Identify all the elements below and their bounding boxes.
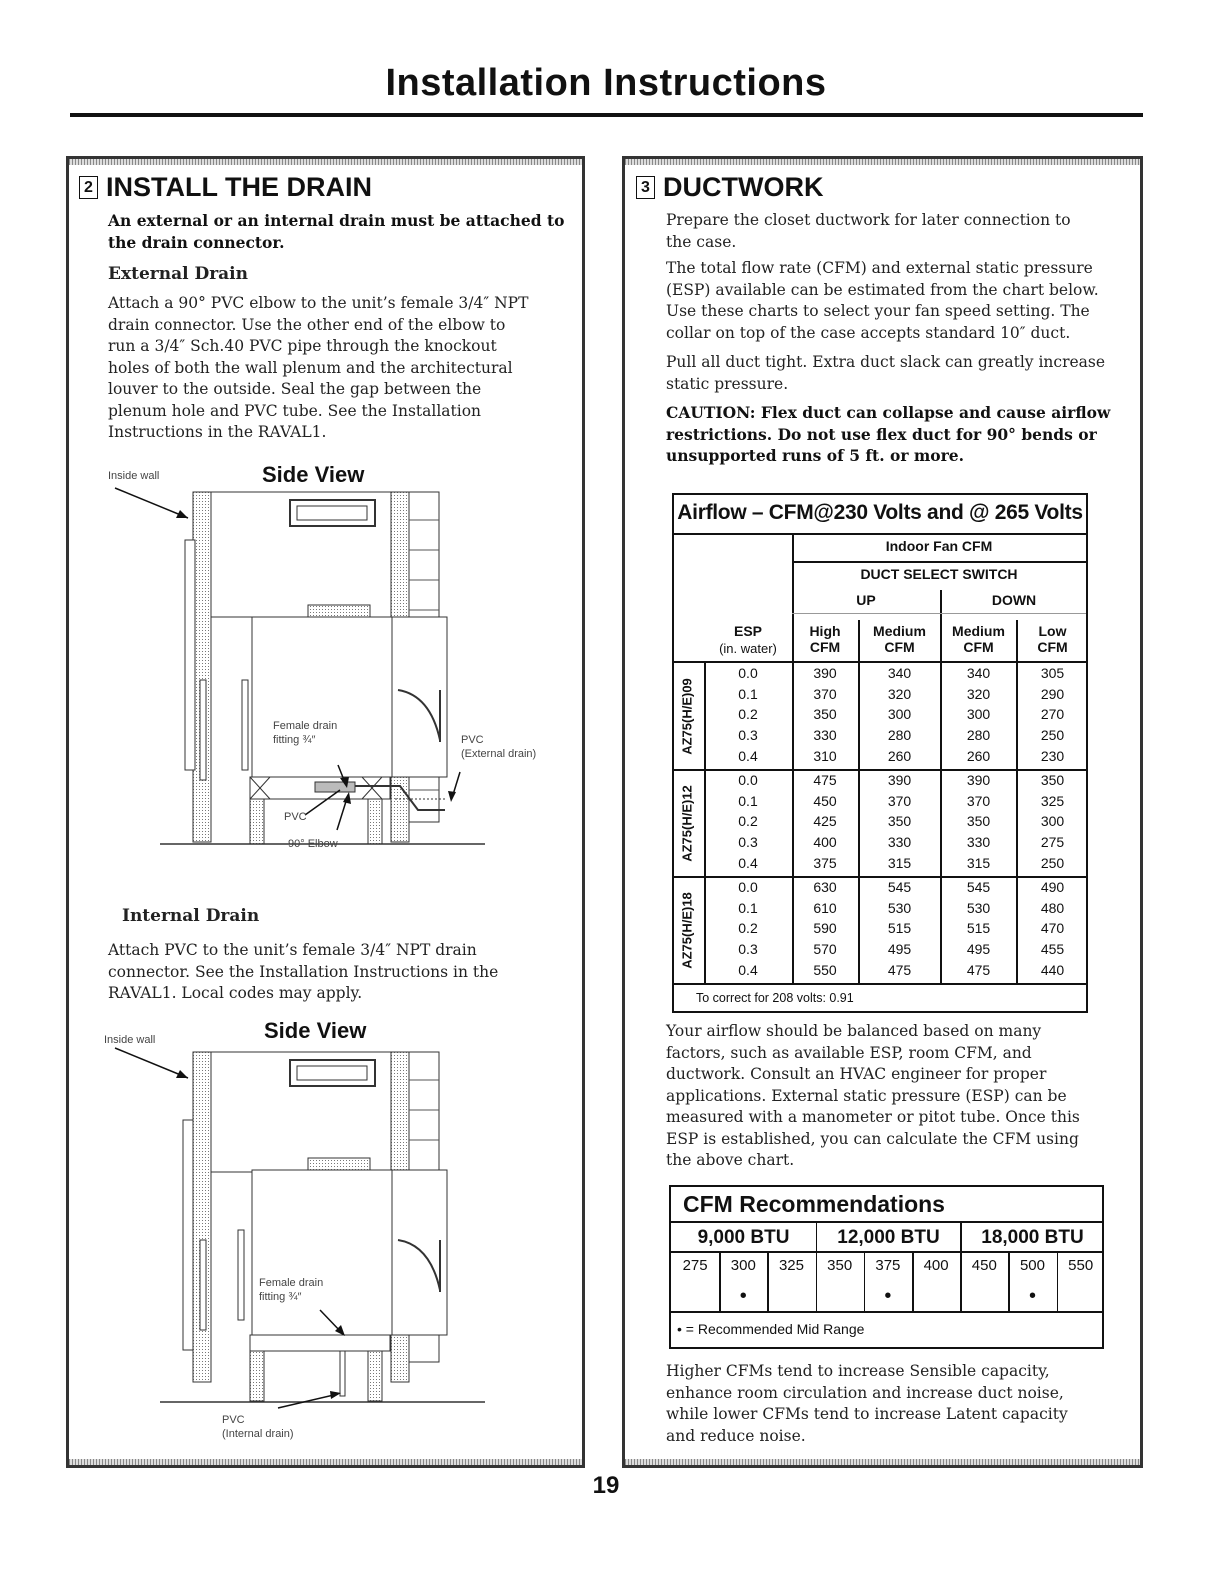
up-label: UP (856, 592, 876, 608)
cfm-cell: 350 (813, 706, 837, 723)
esp-header: ESP (733, 623, 762, 639)
cfm-cell: 450 (813, 792, 837, 809)
cfm-cell: 270 (1040, 706, 1065, 723)
cfm-cell: 370 (887, 792, 912, 809)
cfm-recommendations-table (669, 1185, 1104, 1349)
side-view-title-2: Side View (264, 1018, 367, 1043)
internal-drain-text: Attach PVC to the unit’s female 3/4″ NPT drain connector. See the Installation Instructions in the RAVAL1. Local codes may apply. (108, 941, 499, 1002)
recommended-dot: • (1028, 1285, 1036, 1307)
airflow-table (672, 493, 1088, 1013)
col-header-high: High CFM (809, 623, 841, 655)
cfm-cell: 370 (966, 792, 991, 809)
cfm-value-cell: 375 (875, 1257, 901, 1274)
inside-wall-label-2: Inside wall (104, 1034, 156, 1046)
pvc-internal-label: PVC (Internal drain) (222, 1414, 294, 1440)
cfm-cell: 390 (813, 665, 837, 681)
cfm-cell: 305 (1040, 665, 1065, 681)
cfm-cell: 350 (887, 813, 912, 830)
cfm-cell: 630 (813, 879, 837, 895)
cfm-header-12000: 12,000 BTU (837, 1227, 940, 1248)
cfm-cell: 315 (887, 854, 912, 871)
drain-section-heading (79, 172, 372, 203)
external-drain-heading: External Drain (108, 264, 249, 284)
esp-cell: 0.1 (738, 899, 758, 916)
drain-heading-text: INSTALL THE DRAIN (106, 172, 372, 202)
group-divider (674, 876, 1086, 878)
inside-wall-label-1: Inside wall (108, 470, 160, 482)
cfm-cell: 280 (887, 727, 912, 744)
cfm-value-cell: 325 (778, 1257, 804, 1274)
cfm-cell: 275 (1040, 834, 1065, 851)
cfm-cell: 340 (966, 665, 991, 681)
caution-text: CAUTION: Flex duct can collapse and cause airflow restrictions. Do not use flex duct for 90° bends or unsupported runs of 5 ft. or more. (666, 403, 1111, 465)
cfm-cell: 530 (966, 899, 991, 916)
cfm-cell: 315 (966, 854, 991, 871)
section-number-badge: 3 (636, 176, 655, 199)
cfm-cell: 320 (887, 685, 912, 702)
cfm-cell: 320 (966, 685, 991, 702)
cfm-cell: 515 (966, 920, 991, 937)
cfm-cell: 390 (887, 772, 912, 788)
model-label: AZ75(H/E)18 (679, 892, 695, 969)
group-divider (674, 769, 1086, 771)
cfm-cell: 280 (966, 727, 991, 744)
cfm-value-cell: 300 (730, 1257, 756, 1274)
cfm-title: CFM Recommendations (683, 1191, 945, 1217)
recommended-dot: • (884, 1285, 892, 1307)
cfm-cell: 330 (813, 727, 837, 744)
ductwork-section-heading (636, 172, 823, 203)
duct-switch-label: DUCT SELECT SWITCH (860, 566, 1018, 582)
airflow-title: Airflow – CFM@230 Volts and @ 265 Volts (677, 501, 1083, 524)
esp-cell: 0.0 (738, 665, 758, 681)
esp-cell: 0.0 (738, 879, 758, 895)
esp-cell: 0.2 (738, 813, 758, 830)
cfm-cell: 330 (887, 834, 912, 851)
cfm-cell: 300 (887, 706, 912, 723)
external-drain-diagram (100, 480, 500, 860)
cfm-cell: 590 (813, 920, 837, 937)
cfm-cell: 250 (1040, 727, 1065, 744)
cfm-cell: 325 (1040, 792, 1065, 809)
cfm-value-cell: 550 (1068, 1257, 1094, 1274)
cfm-cell: 390 (966, 772, 991, 788)
drain-intro: An external or an internal drain must be attached to the drain connector. (108, 211, 565, 252)
cfm-cell: 475 (887, 961, 912, 978)
cfm-cell: 230 (1040, 747, 1065, 764)
cfm-cell: 530 (887, 899, 912, 916)
cfm-cell: 490 (1040, 879, 1065, 895)
esp-cell: 0.0 (738, 772, 758, 788)
cfm-cell: 260 (887, 747, 912, 764)
cfm-cell: 570 (813, 941, 837, 958)
esp-cell: 0.2 (738, 920, 758, 937)
cfm-cell: 250 (1040, 854, 1065, 871)
cfm-cell: 495 (966, 941, 991, 958)
esp-cell: 0.4 (738, 854, 758, 871)
ductwork-p4: Your airflow should be balanced based on many factors, such as available ESP, room CFM, and ductwork. Consult an HVAC engineer for proper applications. External static pressure (ESP) can be measured with a manometer or pitot tube. Once this ESP is established, you can calculate the CFM using the above chart. (666, 1022, 1080, 1169)
ductwork-p3: Pull all duct tight. Extra duct slack can greatly increase static pressure. (666, 353, 1106, 393)
female-drain-label-2: Female drain fitting ¾″ (259, 1277, 324, 1303)
voltage-footnote: To correct for 208 volts: 0.91 (696, 991, 854, 1005)
cfm-value-cell: 500 (1019, 1257, 1045, 1274)
cfm-header-9000: 9,000 BTU (697, 1227, 790, 1248)
cfm-cell: 545 (887, 879, 912, 895)
recommended-dot: • (739, 1285, 747, 1307)
col-header-medium-up: Medium CFM (873, 623, 926, 655)
pvc-external-label: PVC (External drain) (461, 734, 537, 760)
cfm-cell: 545 (966, 879, 991, 895)
esp-cell: 0.3 (738, 941, 758, 958)
section-number-badge: 2 (79, 176, 98, 199)
cfm-value-cell: 275 (682, 1257, 708, 1274)
down-label: DOWN (991, 592, 1037, 608)
ductwork-heading-text: DUCTWORK (663, 172, 824, 202)
elbow-label: 90° Elbow (288, 838, 338, 850)
ductwork-p5: Higher CFMs tend to increase Sensible capacity, enhance room circulation and increase duct noise, while lower CFMs tend to increase Latent capacity and reduce noise. (666, 1362, 1068, 1445)
page-number: 19 (592, 1472, 620, 1499)
cfm-cell: 310 (813, 747, 837, 764)
internal-drain-diagram (100, 1040, 500, 1420)
col-header-low: Low CFM (1037, 623, 1068, 655)
esp-cell: 0.1 (738, 792, 758, 809)
cfm-cell: 425 (813, 813, 837, 830)
cfm-cell: 350 (966, 813, 991, 830)
cfm-cell: 610 (813, 899, 837, 916)
esp-cell: 0.3 (738, 834, 758, 851)
cfm-value-cell: 350 (827, 1257, 853, 1274)
side-view-title-1: Side View (262, 462, 365, 487)
cfm-cell: 350 (1040, 772, 1065, 788)
external-drain-text: Attach a 90° PVC elbow to the unit’s female 3/4″ NPT drain connector. Use the other end of the elbow to run a 3/4″ Sch.40 PVC pipe through the knockout holes of both the wall plenum and the architectural louver to the outside. Seal the gap between the plenum hole and PVC tube. See the Installation Instructions in the RAVAL1. (108, 294, 529, 441)
cfm-value-cell: 450 (971, 1257, 997, 1274)
cfm-cell: 330 (966, 834, 991, 851)
cfm-cell: 475 (813, 772, 837, 788)
esp-unit: (in. water) (719, 641, 777, 656)
female-drain-label-1: Female drain fitting ¾″ (273, 720, 338, 746)
col-header-medium-down: Medium CFM (952, 623, 1005, 655)
cfm-cell: 370 (813, 685, 837, 702)
cfm-cell: 475 (966, 961, 991, 978)
title-rule (70, 113, 1143, 117)
cfm-cell: 470 (1040, 920, 1065, 937)
esp-cell: 0.4 (738, 747, 758, 764)
pvc-label-1: PVC (284, 811, 307, 823)
cfm-cell: 340 (887, 665, 912, 681)
esp-cell: 0.3 (738, 727, 758, 744)
esp-cell: 0.1 (738, 685, 758, 702)
indoor-fan-label: Indoor Fan CFM (885, 538, 993, 554)
cfm-cell: 375 (813, 854, 837, 871)
cfm-value-cell: 400 (923, 1257, 949, 1274)
esp-cell: 0.2 (738, 706, 758, 723)
cfm-cell: 515 (887, 920, 912, 937)
cfm-header-18000: 18,000 BTU (981, 1227, 1084, 1248)
cfm-cell: 300 (1040, 813, 1065, 830)
model-label: AZ75(H/E)12 (679, 785, 695, 862)
ductwork-p1: Prepare the closet ductwork for later connection to the case. (666, 211, 1071, 251)
cfm-cell: 455 (1040, 941, 1065, 958)
cfm-cell: 440 (1040, 961, 1065, 978)
cfm-cell: 495 (887, 941, 912, 958)
cfm-cell: 480 (1040, 899, 1065, 916)
esp-cell: 0.4 (738, 961, 758, 978)
cfm-cell: 260 (966, 747, 991, 764)
ductwork-p2: The total flow rate (CFM) and external static pressure (ESP) available can be estimated from the chart below. Use these charts to select your fan speed setting. The collar on top of the case accepts standard 10″ duct. (666, 259, 1099, 342)
cfm-cell: 290 (1040, 685, 1065, 702)
cfm-cell: 550 (813, 961, 837, 978)
cfm-note: • = Recommended Mid Range (677, 1321, 865, 1337)
page-title: Installation Instructions (385, 62, 827, 104)
internal-drain-heading: Internal Drain (122, 906, 260, 926)
cfm-cell: 300 (966, 706, 991, 723)
cfm-cell: 400 (813, 834, 837, 851)
model-label: AZ75(H/E)09 (679, 678, 695, 755)
